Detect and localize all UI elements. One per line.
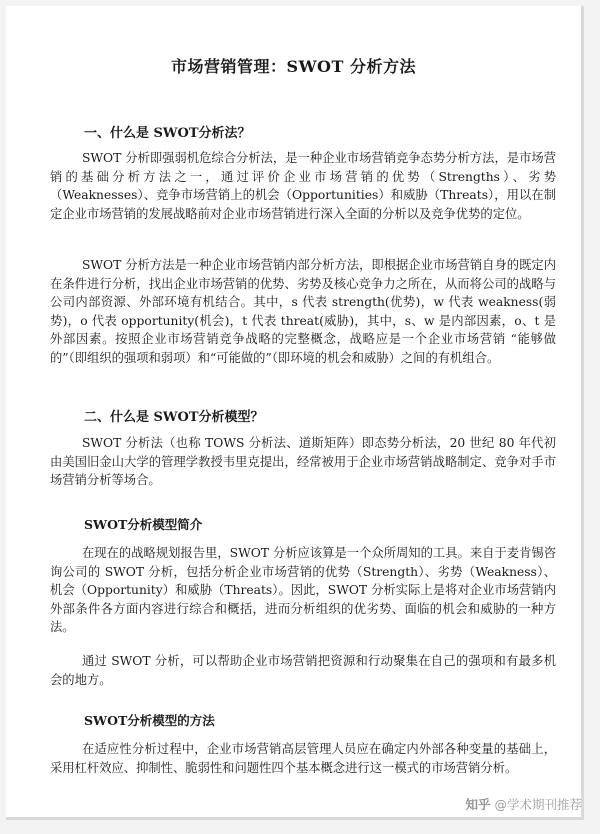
document-page	[6, 6, 584, 820]
zhihu-logo: 知乎	[465, 797, 491, 812]
section-heading-what-is-swot: 一、什么是 SWOT分析法？	[84, 126, 251, 141]
paragraph: 通过 SWOT 分析，可以帮助企业市场营销把资源和行动聚集在自己的强项和有最多机会的地方。	[50, 654, 556, 687]
subsection-heading-model-method: SWOT分析模型的方法	[84, 713, 215, 728]
section-heading-swot-model: 二、什么是 SWOT分析模型？	[84, 410, 264, 425]
watermark-account: @学术期刊推荐	[494, 797, 582, 812]
paragraph: 在适应性分析过程中，企业市场营销高层管理人员应在确定内外部各种变量的基础上，采用杠杆效应、抑制性、脆弱性和问题性四个基本概念进行这一模式的市场营销分析。	[50, 742, 556, 775]
subsection-heading-model-intro: SWOT分析模型简介	[84, 517, 203, 532]
document-title: 市场营销管理：SWOT 分析方法	[171, 57, 416, 76]
paragraph: SWOT 分析方法是一种企业市场营销内部分析方法，即根据企业市场营销自身的既定内在条件进行分析，找出企业市场营销的优势、劣势及核心竞争力之所在，从而将公司的战略与公司内部资源、外部环境有机结合。其中，s 代表 strength(优势)，w 代表 weakness(弱势)，o 代表 opportunity(机会)，t 代表 threat(威胁)，其中，s、w 是内部因素，o、t 是外部因素。按照企业市场营销竞争战略的完整概念，战略应是一个企业市场营销 “能够做的”（即组织的强项和弱项）和“可能做的”（即环境的机会和威胁）之间的有机组合。	[50, 258, 556, 365]
paragraph: SWOT 分析法（也称 TOWS 分析法、道斯矩阵）即态势分析法，20 世纪 80 年代初由美国旧金山大学的管理学教授韦里克提出，经常被用于企业市场营销战略制定、竞争对手市场营销分析等场合。	[50, 436, 556, 488]
paragraph: SWOT 分析即强弱机危综合分析法，是一种企业市场营销竞争态势分析方法，是市场营销的基础分析方法之一，通过评价企业市场营销的优势（Strengths）、劣势（Weaknesses）、竞争市场营销上的机会（Opportunities）和威胁（Threats），用以在制定企业市场营销的发展战略前对企业市场营销进行深入全面的分析以及竞争优势的定位。	[50, 151, 556, 221]
watermark	[465, 795, 582, 813]
paragraph: 在现在的战略规划报告里，SWOT 分析应该算是一个众所周知的工具。来自于麦肯锡咨询公司的 SWOT 分析，包括分析企业市场营销的优势（Strength）、劣势（Weakness）、机会（Opportunity）和威胁（Threats）。因此，SWOT 分析实际上是将对企业市场营销内外部条件各方面内容进行综合和概括，进而分析组织的优劣势、面临的机会和威胁的一种方法。	[50, 546, 556, 635]
